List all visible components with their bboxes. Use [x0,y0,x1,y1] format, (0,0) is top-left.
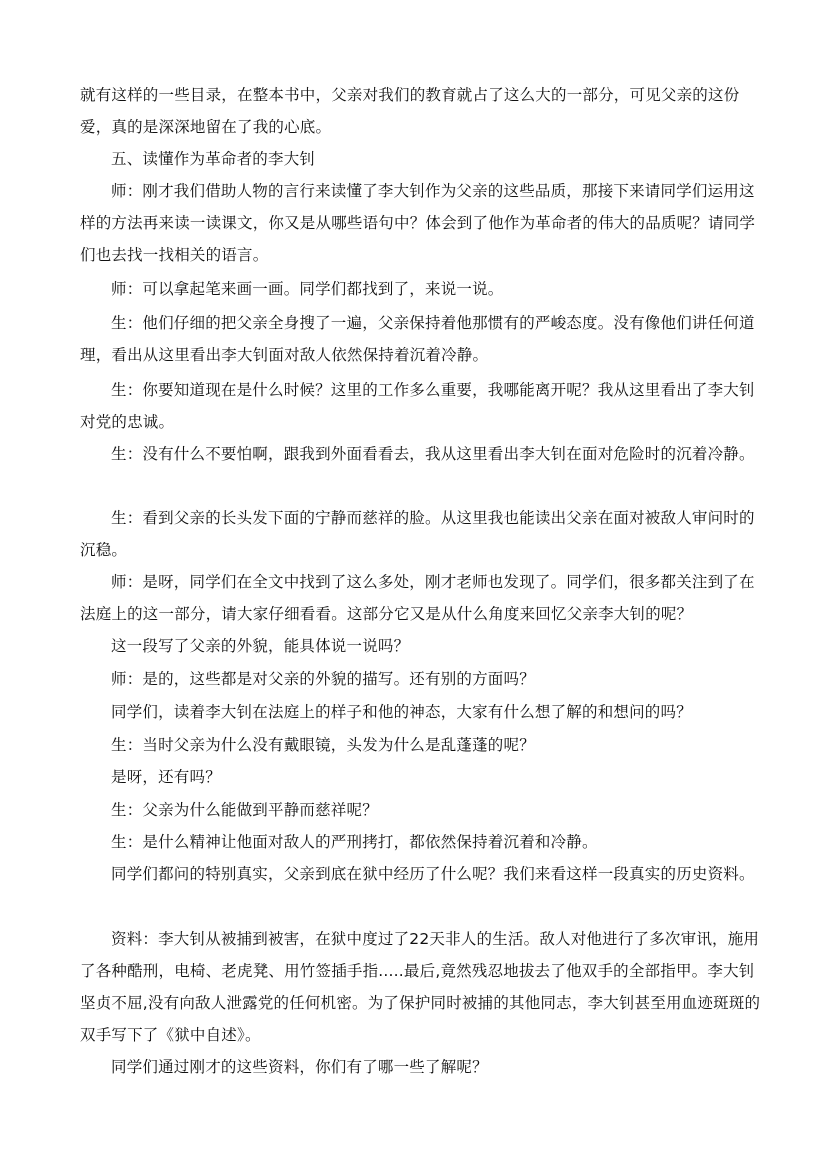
section-heading: 五、读懂作为革命者的李大钊 [111,150,316,168]
paragraph-3: 师：刚才我们借助人物的言行来读懂了李大钊作为父亲的这些品质，那接下来请同学们运用这样的方法再来读一读课文，你又是从哪些语句中？体会到了他作为革命者的伟大的品质呢？请同学们也去找一找相关的语言。 [80,182,756,264]
paragraph-13: 生：当时父亲为什么没有戴眼镜，头发为什么是乱蓬蓬的呢？ [111,736,535,754]
paragraph-9: 师：是呀，同学们在全文中找到了这么多处，刚才老师也发现了。同学们，很多都关注到了在法庭上的这一部分，请大家仔细看看。这部分它又是从什么角度来回忆父亲李大钊的呢？ [80,573,755,623]
paragraph-19: 同学们通过刚才的这些资料，你们有了哪一些了解呢？ [111,1058,488,1076]
paragraph-7: 生：没有什么不要怕啊，跟我到外面看看去，我从这里看出李大钊在面对危险时的沉着冷静。 [111,445,755,463]
paragraph-1: 就有这样的一些目录，在整本书中，父亲对我们的教育就占了这么大的一部分，可见父亲的这份爱，真的是深深地留在了我的心底。 [80,86,740,136]
paragraph-18: 资料：李大钊从被捕到被害，在狱中度过了22天非人的生活。敌人对他进行了多次审讯，施用了各种酷刑，电椅、老虎凳、用竹签插手指.....最后,竟然残忍地拔去了他双手的全部指甲。李大钊坚贞不屈,没有向敌人泄露党的任何机密。为了保护同时被捕的其他同志，李大钊甚至用血迹斑斑的双手写下了《狱中自述》。 [80,930,761,1044]
paragraph-16: 生：是什么精神让他面对敌人的严刑拷打，都依然保持着沉着和冷静。 [111,833,598,851]
paragraph-12: 同学们，读着李大钊在法庭上的样子和他的神态，大家有什么想了解的和想问的吗？ [111,703,692,721]
paragraph-5: 生：他们仔细的把父亲全身搜了一遍，父亲保持着他那惯有的严峻态度。没有像他们讲任何道理，看出从这里看出李大钊面对敌人依然保持着沉着冷静。 [80,314,755,364]
paragraph-10: 这一段写了父亲的外貌，能具体说一说吗？ [111,637,410,655]
paragraph-11: 师：是的，这些都是对父亲的外貌的描写。还有别的方面吗？ [111,670,535,688]
paragraph-15: 生：父亲为什么能做到平静而慈祥呢？ [111,801,378,819]
paragraph-17: 同学们都问的特别真实，父亲到底在狱中经历了什么呢？我们来看这样一段真实的历史资料。 [111,865,755,883]
paragraph-8: 生：看到父亲的长头发下面的宁静而慈祥的脸。从这里我也能读出父亲在面对被敌人审问时的沉稳。 [80,509,755,559]
paragraph-4: 师：可以拿起笔来画一画。同学们都找到了，来说一说。 [111,280,504,298]
paragraph-14: 是呀，还有吗？ [111,768,221,786]
paragraph-6: 生：你要知道现在是什么时候？这里的工作多么重要，我哪能离开呢？我从这里看出了李大钊对党的忠诚。 [80,381,755,431]
